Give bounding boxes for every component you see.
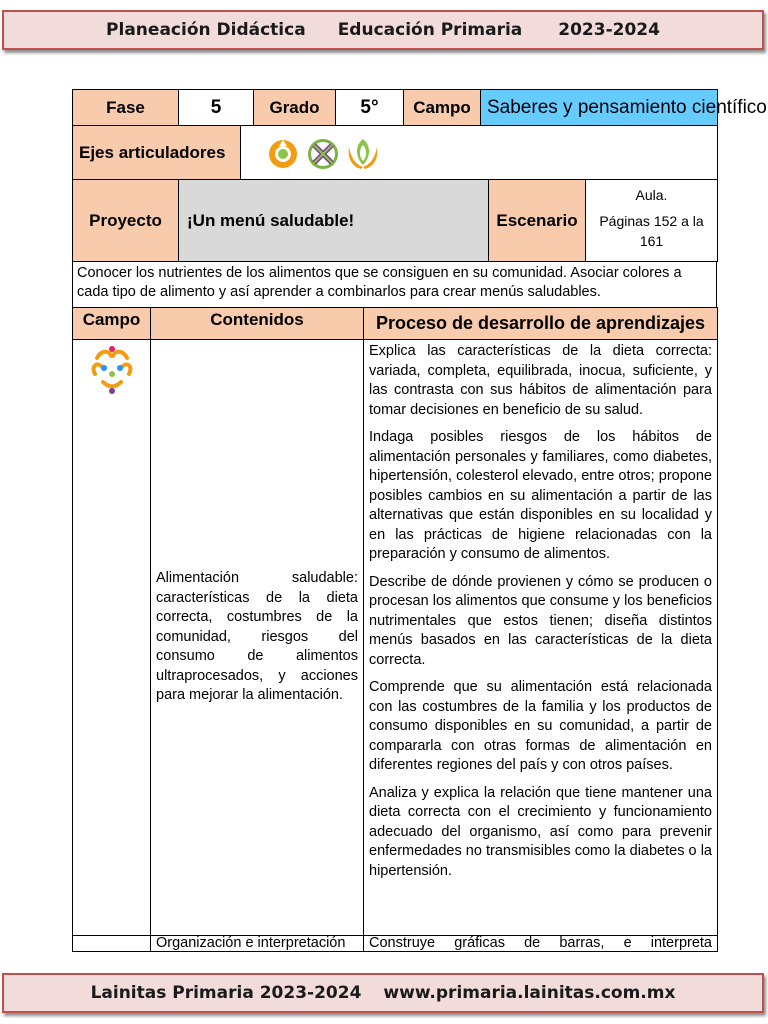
purpose-table [72,261,717,308]
proceso-item: Comprende que su alimentación está relacionada con las costumbres de la familia y los productos de consumo disponibles en su comunidad, a partir de compararla con otras formas de alimentación en diferentes regiones del país y con otros países. [369,679,712,773]
campo-label: Campo [404,90,481,126]
next-proceso-text: Construye gráficas de barras, e interpreta [364,936,718,952]
proyecto-table [72,179,718,262]
grado-label: Grado [254,90,336,126]
column-header-campo: Campo [73,308,151,340]
escenario-line1: Aula. [635,186,668,203]
campo-icon-cell-next [73,936,151,952]
ejes-icons-cell [241,126,718,180]
procesos-cell [364,340,718,936]
header-level: Educación Primaria [337,20,523,40]
proceso-item: Analiza y explica la relación que tiene mantener una dieta correcta con el crecimiento y funcionamiento adecuado del organismo, así como para prevenir enfermedades no transmisibles como la diabetes o la hipertensión. [369,784,712,879]
info-table [72,89,767,126]
eje-leaf-hands-icon [345,135,381,171]
proceso-item: Explica las características de la dieta correcta: variada, completa, equilibrada, inocua, suficiente, y las contrasta con sus hábitos de alimentación para tomar decisiones en beneficio de su salud. [369,343,712,418]
ejes-label: Ejes articuladores [73,126,241,180]
header-title: Planeación Didáctica [106,20,306,40]
column-header-contenidos: Contenidos [151,308,364,340]
fase-value: 5 [179,90,254,126]
proceso-item: Indaga posibles riesgos de los hábitos de alimentación personales y familiares, como diabetes, hipertensión, colesterol elevado, entre otros; propone posibles cambios en su alimentación a partir de las alternativas que están disponibles en su localidad y en las prácticas de higiene relacionadas con la preparación y consumo de alimentos. [369,429,712,562]
fase-label: Fase [73,90,179,126]
planeacion-document [72,89,767,952]
eje-orange-ring-icon [265,135,301,171]
grado-value: 5° [336,90,404,126]
header-banner [2,10,764,50]
escenario-line2: Páginas 152 a la 161 [599,212,704,249]
footer-banner [2,973,764,1013]
next-contenido-text: Organización e interpretación [151,936,364,952]
contenido-text: Alimentación saludable: características de la dieta correcta, costumbres de la comunidad, riesgos del consumo de alimentos ultraprocesados, y acciones para mejorar la alimentación. [151,340,364,936]
escenario-value [586,180,718,262]
proyecto-value: ¡Un menú saludable! [179,180,489,262]
content-table [72,307,718,952]
purpose-text: Conocer los nutrientes de los alimentos que se consiguen en su comunidad. Asociar colores a cada tipo de alimento y así aprender a combinarlos para crear menús saludables. [73,262,717,308]
campo-icon-cell [73,340,151,936]
escenario-label: Escenario [489,180,586,262]
footer-url[interactable]: www.primaria.lainitas.com.mx [383,983,676,1003]
ejes-table [72,125,718,180]
proceso-item: Describe de dónde provienen y cómo se producen o procesan los alimentos que consume y los beneficios nutrimentales que estos tienen; diseña distintos menús basados en las características de la dieta correcta. [369,573,712,668]
header-year: 2023-2024 [558,20,660,40]
proyecto-label: Proyecto [73,180,179,262]
saberes-campo-icon [87,344,137,394]
column-header-proceso: Proceso de desarrollo de aprendizajes [364,308,718,340]
footer-brand: Lainitas Primaria 2023-2024 [90,983,362,1003]
eje-green-x-icon [305,135,341,171]
campo-value: Saberes y pensamiento científico [481,90,718,126]
